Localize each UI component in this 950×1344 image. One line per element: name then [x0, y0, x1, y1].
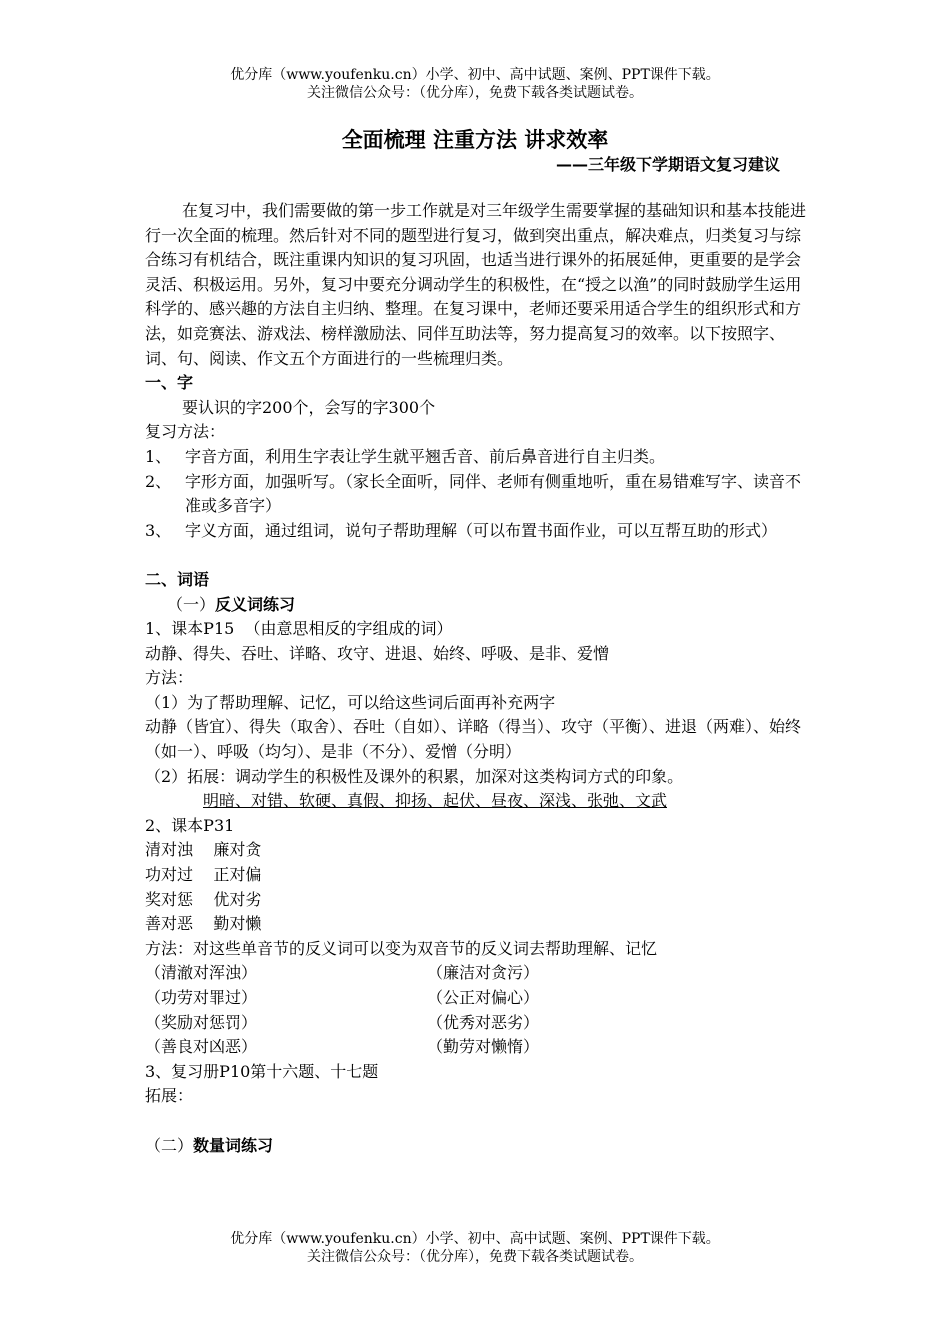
column-b: （公正对偏心）: [427, 988, 540, 1007]
column-a: （清澈对浑浊）: [145, 963, 258, 983]
header-line-2: 关注微信公众号：（优分库），免费下载各类试题试卷。: [307, 85, 643, 101]
document-body: [145, 199, 815, 1158]
subsection-title: 反义词练习: [215, 594, 296, 614]
subsection-title: 数量词练习: [193, 1135, 274, 1155]
list-text: 字形方面，加强听写。（家长全面听，同伴、老师有侧重地听，重在易错难写字、读音不准或多音字）: [185, 471, 802, 516]
antonym-pair-line: 奖对惩 优对劣: [145, 889, 262, 909]
character-requirement: 要认识的字200个，会写的字300个: [182, 397, 436, 417]
text-line: 动静（皆宜）、得失（取舍）、吞吐（自如）、详略（得当）、攻守（平衡）、进退（两难）、始终（如一）、呼吸（均匀）、是非（不分）、爱憎（分明）: [145, 717, 802, 762]
antonym-pair-line: 功对过 正对偏: [145, 865, 262, 885]
subsection-quantifiers: [145, 1134, 815, 1159]
footer-line-1: 优分库（www.youfenku.cn）小学、初中、高中试题、案例、PPT课件下载。: [230, 1231, 720, 1247]
list-text: 字义方面，通过组词，说句子帮助理解（可以布置书面作业，可以互帮互助的形式）: [185, 520, 778, 540]
two-column-row: [145, 1035, 815, 1060]
header-line-1: 优分库（www.youfenku.cn）小学、初中、高中试题、案例、PPT课件下载。: [230, 67, 720, 83]
column-b: （廉洁对贪污）: [427, 963, 540, 983]
column-b: （勤劳对懒惰）: [427, 1037, 540, 1057]
list-item: [145, 445, 815, 470]
method-label: 复习方法：: [145, 422, 226, 442]
two-column-row: [145, 986, 815, 1011]
two-column-row: [145, 1011, 815, 1036]
list-item: [145, 470, 815, 519]
antonym-pair-line: 善对恶 勤对懒: [145, 914, 262, 934]
underlined-word-list: 明暗、对错、软硬、真假、抑扬、起伏、昼夜、深浅、张弛、文武: [203, 791, 668, 811]
text-line: （1）为了帮助理解、记忆，可以给这些词后面再补充两字: [145, 692, 556, 712]
column-a: （善良对凶恶）: [145, 1037, 258, 1057]
text-line: 方法：对这些单音节的反义词可以变为双音节的反义词去帮助理解、记忆: [145, 938, 658, 958]
list-text: 字音方面，利用生字表让学生就平翘舌音、前后鼻音进行自主归类。: [185, 446, 666, 466]
text-line: 拓展：: [145, 1086, 194, 1106]
page-footer: [0, 1230, 950, 1266]
column-a: （奖励对惩罚）: [145, 1012, 258, 1032]
footer-line-2: 关注微信公众号：（优分库），免费下载各类试题试卷。: [307, 1249, 643, 1265]
text-line: 1、课本P15 （由意思相反的字组成的词）: [145, 619, 453, 639]
text-line: （2）拓展：调动学生的积极性及课外的积累，加深对这类构词方式的印象。: [145, 766, 684, 786]
subsection-prefix: （一）: [167, 594, 216, 614]
subsection-prefix: （二）: [145, 1135, 194, 1155]
document-title: 全面梳理 注重方法 讲求效率: [341, 128, 609, 152]
text-line: 动静、得失、吞吐、详略、攻守、进退、始终、呼吸、是非、爱憎: [145, 643, 610, 663]
spacer: [145, 1109, 815, 1134]
subsection-antonyms: [145, 593, 815, 618]
document-subtitle: ——三年级下学期语文复习建议: [555, 155, 780, 174]
list-number: 2、: [145, 471, 172, 491]
column-a: （功劳对罪过）: [145, 988, 258, 1007]
two-column-row: [145, 961, 815, 986]
section-heading-words: 二、词语: [145, 569, 210, 589]
antonym-pair-line: 清对浊 廉对贪: [145, 840, 262, 860]
text-line: 2、课本P31: [145, 815, 235, 835]
list-number: 3、: [145, 520, 172, 540]
list-number: 1、: [145, 446, 172, 466]
page-header: [0, 66, 950, 102]
list-item: [145, 519, 815, 544]
text-line: 方法：: [145, 668, 194, 688]
intro-paragraph: 在复习中，我们需要做的第一步工作就是对三年级学生需要掌握的基础知识和基本技能进行一次全面的梳理。然后针对不同的题型进行复习，做到突出重点，解决难点，归类复习与综合练习有机结合，既注重课内知识的复习巩固，也适当进行课外的拓展延伸，更重要的是学会灵活、积极运用。另外，复习中要充分调动学生的积极性，在“授之以渔”的同时鼓励学生运用科学的、感兴趣的方法自主归纳、整理。在复习课中，老师还要采用适合学生的组织形式和方法，如竞赛法、游戏法、榜样激励法、同伴互助法等，努力提高复习的效率。以下按照字、词、句、阅读、作文五个方面进行的一些梳理归类。: [145, 201, 807, 368]
text-line: 3、复习册P10第十六题、十七题: [145, 1061, 379, 1081]
spacer: [145, 543, 815, 568]
section-heading-characters: 一、字: [145, 373, 194, 393]
column-b: （优秀对恶劣）: [427, 1012, 540, 1032]
